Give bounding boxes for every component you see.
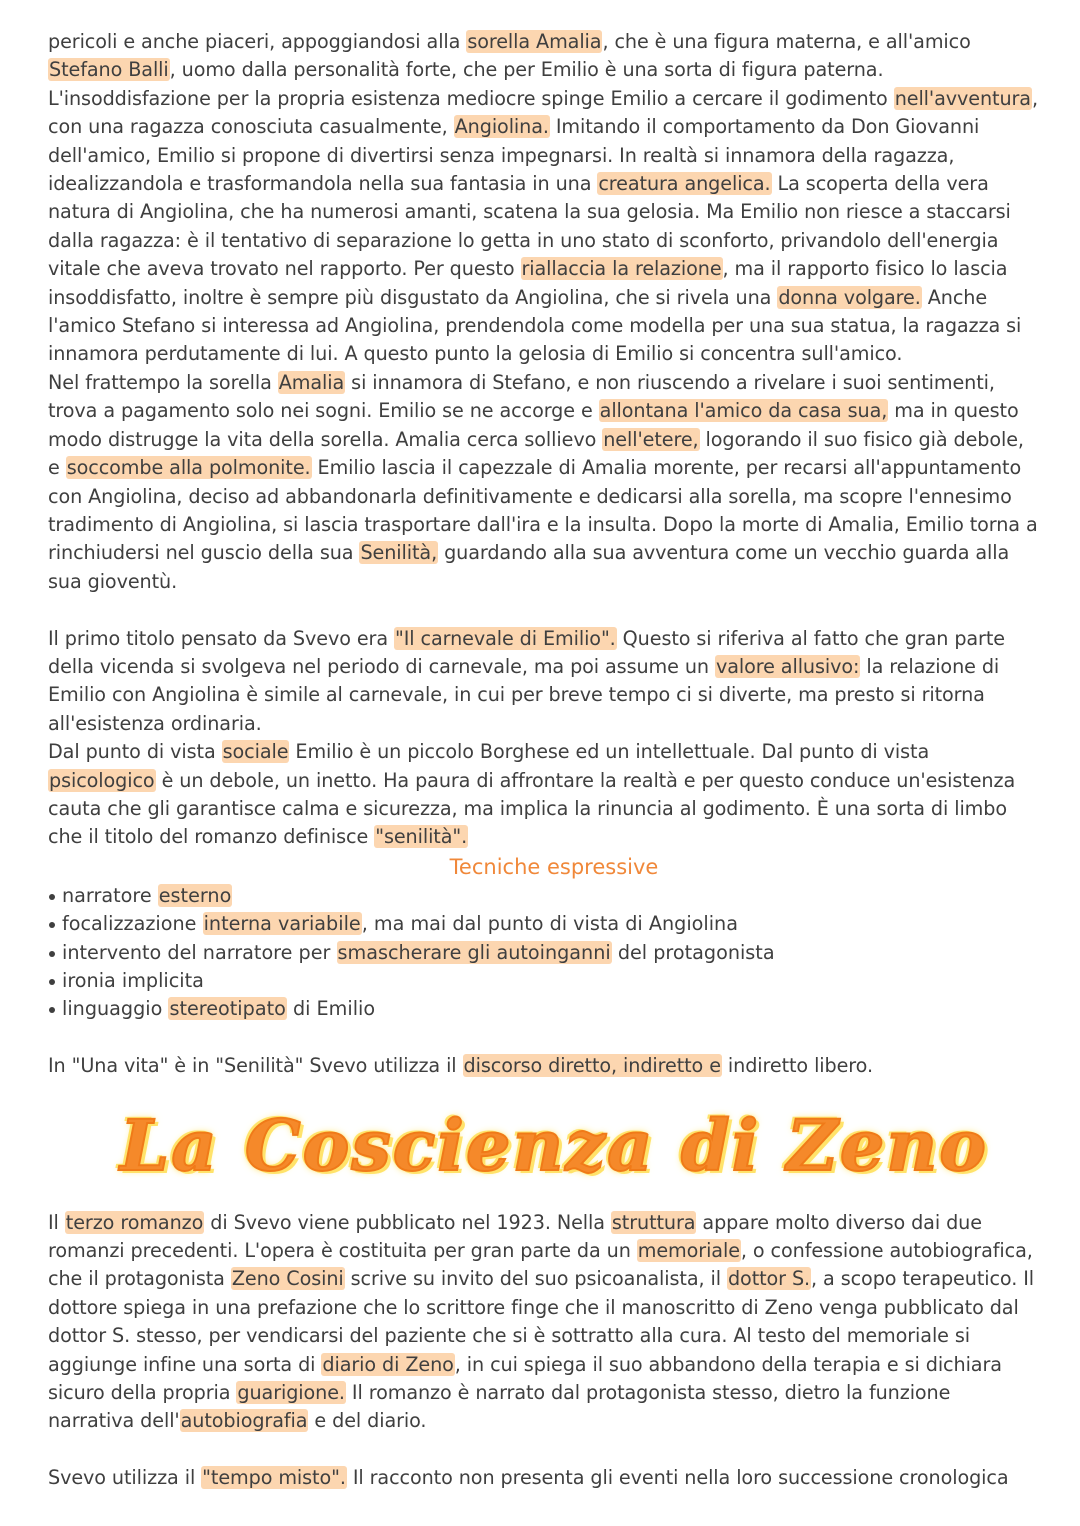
highlight-polmonite: soccombe alla polmonite. bbox=[66, 456, 311, 480]
text-run: Emilio lascia il capezzale di Amalia morente, per recarsi all'appuntamento con Angiolina, deciso ad abbandonarla definitivamente e dedicarsi alla sorella, ma scopre l'ennesimo tradimento di Angiolina, si lascia trasportare dall'ira e la insulta. Dopo la morte di Amalia, Emilio torna a rinchiudersi nel guscio della sua bbox=[48, 456, 1038, 565]
highlight-sorella-amalia: sorella Amalia bbox=[467, 30, 602, 53]
list-item bbox=[48, 995, 1040, 1023]
paragraph-gap bbox=[48, 1436, 1040, 1464]
text-run: Emilio è un piccolo Borghese ed un intellettuale. Dal punto di vista bbox=[289, 740, 930, 764]
highlight-term: stereotipato bbox=[169, 997, 286, 1021]
highlight-psicologico: psicologico bbox=[49, 768, 155, 792]
highlight-angiolina: Angiolina. bbox=[454, 115, 549, 139]
text-run: , ma mai dal punto di vista di Angiolina bbox=[361, 912, 738, 936]
highlight-etere: nell'etere, bbox=[603, 427, 699, 451]
text-run: linguaggio bbox=[62, 997, 169, 1021]
text-run: scrive su invito del suo psicoanalista, il bbox=[344, 1267, 727, 1291]
highlight-stefano-balli: Stefano Balli bbox=[49, 58, 169, 82]
text-run: La scoperta della vera natura di Angiolina, che ha numerosi amanti, scatena la sua gelosia. Ma Emilio non riesce a staccarsi dalla ragazza: è il tentativo di separazione lo getta in uno stato di sconforto, privandolo dell'energia vitale che aveva trovato nel rapporto. Per questo bbox=[48, 172, 1011, 281]
carnevale-paragraph bbox=[48, 625, 1040, 739]
text-run: , che è una figura materna, e all'amico bbox=[602, 30, 971, 53]
highlight-term: esterno bbox=[158, 883, 232, 907]
text-run: e del diario. bbox=[308, 1409, 427, 1433]
highlight-terzo-romanzo: terzo romanzo bbox=[65, 1210, 204, 1234]
text-run: , in cui spiega il suo abbandono della terapia e si dichiara sicuro della propria bbox=[48, 1352, 1002, 1405]
text-run: Svevo utilizza il bbox=[48, 1466, 202, 1490]
text-run: appare molto diverso dai due romanzi precedenti. L'opera è costituita per gran parte da un bbox=[48, 1210, 982, 1262]
text-run: ironia implicita bbox=[62, 968, 204, 992]
senilita-plot-paragraph bbox=[48, 28, 1040, 369]
highlight-avventura: nell'avventura bbox=[894, 86, 1031, 110]
text-run: Il primo titolo pensato da Svevo era bbox=[48, 626, 394, 650]
text-run: pericoli e anche piaceri, appoggiandosi alla bbox=[48, 30, 467, 53]
highlight-donna-volgare: donna volgare. bbox=[778, 285, 921, 309]
text-run: di Emilio bbox=[286, 997, 376, 1021]
text-run: del protagonista bbox=[611, 940, 775, 964]
text-run: la relazione di Emilio con Angiolina è simile al carnevale, in cui per breve tempo ci si diverte, ma presto si ritorna all'esistenza ordinaria. bbox=[48, 654, 1000, 735]
text-run: è un debole, un inetto. Ha paura di affrontare la realtà e per questo conduce un'esistenza cauta che gli garantisce calma e sicurezza, ma implica la rinuncia al godimento. È una sorta di limbo che il titolo del romanzo definisce bbox=[48, 768, 1016, 849]
text-run: logorando il suo fisico già debole, e bbox=[48, 427, 1024, 480]
list-item bbox=[48, 939, 1040, 967]
highlight-senilita-quote: "senilità". bbox=[375, 825, 468, 849]
highlight-dottor-s: dottor S. bbox=[727, 1267, 811, 1291]
text-run: Il racconto non presenta gli eventi nella loro successione cronologica bbox=[346, 1466, 1009, 1490]
text-run: narratore bbox=[62, 883, 158, 907]
highlight-allontana: allontana l'amico da casa sua, bbox=[599, 399, 888, 423]
text-run: focalizzazione bbox=[62, 912, 203, 936]
text-run: Anche l'amico Stefano si interessa ad Angiolina, prendendola come modella per una sua statua, la ragazza si innamora perdutamente di lui. A questo punto la gelosia di Emilio si concentra sull'amico. bbox=[48, 285, 1022, 366]
highlight-autobiografia: autobiografia bbox=[180, 1409, 308, 1433]
discorso-paragraph bbox=[48, 1052, 1040, 1080]
text-run: intervento del narratore per bbox=[62, 940, 337, 964]
highlight-carnevale: "Il carnevale di Emilio". bbox=[395, 626, 616, 650]
tempo-misto-paragraph bbox=[48, 1464, 1040, 1492]
text-run: guardando alla sua avventura come un vecchio guarda alla sua gioventù. bbox=[48, 541, 1010, 593]
text-run: Il romanzo è narrato dal protagonista stesso, dietro la funzione narrativa dell' bbox=[48, 1381, 951, 1433]
text-run: , uomo dalla personalità forte, che per Emilio è una sorta di figura paterna. L'insoddisfazione per la propria esistenza mediocre spinge Emilio a cercare il godimento bbox=[48, 58, 894, 110]
text-run: indiretto libero. bbox=[721, 1054, 873, 1078]
highlight-diario: diario di Zeno bbox=[322, 1352, 454, 1376]
highlight-struttura: struttura bbox=[611, 1210, 696, 1234]
text-run: Questo si riferiva al fatto che gran parte della vicenda si svolgeva nel periodo di carnevale, ma poi assume un bbox=[48, 626, 1005, 678]
highlight-creatura-angelica: creatura angelica. bbox=[598, 172, 771, 196]
highlight-term: interna variabile bbox=[203, 912, 361, 936]
list-item bbox=[48, 910, 1040, 938]
text-run: , con una ragazza conosciuta casualmente, bbox=[48, 86, 1038, 139]
text-run: , a scopo terapeutico. Il dottore spiega in una prefazione che lo scrittore finge che il manoscritto di Zeno venga pubblicato dal dottor S. stesso, per vendicarsi del paziente che si è sottratto alla cura. Al testo del memoriale si aggiunge infine una sorta di bbox=[48, 1267, 1035, 1376]
section-heading-tecniche: Tecniche espressive bbox=[449, 854, 659, 879]
list-item bbox=[48, 967, 1040, 995]
highlight-valore-allusivo: valore allusivo: bbox=[715, 654, 860, 678]
highlight-senilita: Senilità, bbox=[360, 541, 438, 565]
paragraph-gap bbox=[48, 1024, 1040, 1052]
decorative-title: La Coscienza di Zeno bbox=[119, 1104, 988, 1188]
paragraph-gap bbox=[48, 596, 1040, 624]
emilio-profile-paragraph bbox=[48, 738, 1040, 852]
highlight-sociale: sociale bbox=[222, 740, 289, 764]
text-run: , o confessione autobiografica, che il protagonista bbox=[48, 1239, 1033, 1291]
text-run: Dal punto di vista bbox=[48, 740, 222, 764]
highlight-memoriale: memoriale bbox=[637, 1239, 740, 1262]
highlight-zeno-cosini: Zeno Cosini bbox=[231, 1267, 344, 1291]
list-item bbox=[48, 882, 1040, 910]
highlight-riallaccia: riallaccia la relazione bbox=[521, 257, 722, 281]
text-run: ma in questo modo distrugge la vita della sorella. Amalia cerca sollievo bbox=[48, 399, 1019, 451]
highlight-term: smascherare gli autoinganni bbox=[337, 940, 611, 964]
text-run: In "Una vita" è in "Senilità" Svevo utilizza il bbox=[48, 1054, 463, 1078]
text-run: , ma il rapporto fisico lo lascia insoddisfatto, inoltre è sempre più disgustato da Angiolina, che si rivela una bbox=[48, 257, 1008, 309]
techniques-list bbox=[48, 882, 1040, 1024]
text-run: Nel frattempo la sorella bbox=[48, 370, 278, 394]
coscienza-intro-paragraph bbox=[48, 1209, 1040, 1436]
highlight-amalia: Amalia bbox=[278, 370, 345, 394]
text-run: Il bbox=[48, 1210, 65, 1234]
highlight-guarigione: guarigione. bbox=[237, 1381, 345, 1405]
amalia-paragraph bbox=[48, 369, 1040, 596]
text-run: si innamora di Stefano, e non riuscendo a rivelare i suoi sentimenti, trova a pagamento solo nei sogni. Emilio se ne accorge e bbox=[48, 370, 995, 423]
highlight-tempo-misto: "tempo misto". bbox=[202, 1466, 346, 1490]
highlight-discorso: discorso diretto, indiretto e bbox=[463, 1054, 721, 1078]
text-run: Imitando il comportamento da Don Giovanni dell'amico, Emilio si propone di divertirsi senza impegnarsi. In realtà si innamora della ragazza, idealizzandola e trasformandola nella sua fantasia in una bbox=[48, 115, 980, 196]
decorative-title-wrap bbox=[48, 1087, 1040, 1205]
text-run: di Svevo viene pubblicato nel 1923. Nella bbox=[204, 1210, 611, 1234]
